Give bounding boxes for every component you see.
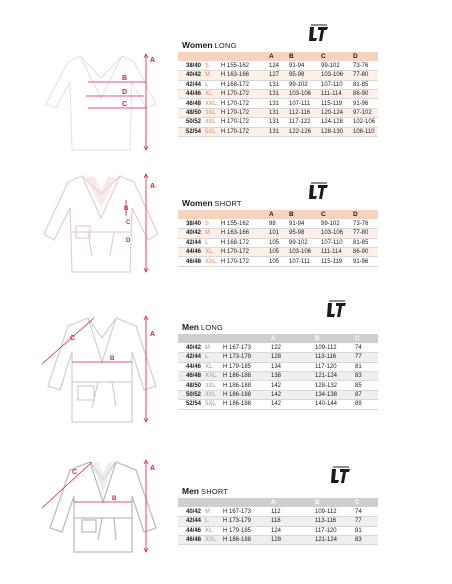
table-row: 52/54 5XL H 186-188 142 140-144 89 <box>178 400 378 409</box>
svg-text:A: A <box>150 183 156 190</box>
robe-diagram-men-short <box>28 448 168 572</box>
size-table-men-long <box>178 334 378 410</box>
table-row: 40/42 M H 167-173 112 109-112 74 <box>178 507 378 516</box>
brand-logo-icon <box>330 466 352 486</box>
svg-text:C: C <box>70 335 76 342</box>
svg-text:C: C <box>126 220 131 226</box>
robe-diagram-men-long <box>28 302 168 427</box>
svg-text:B: B <box>110 356 115 362</box>
section-title: Men LONG <box>182 322 224 332</box>
robe-diagram-women-short <box>28 160 168 285</box>
table-row: 50/52 4XL H 170-172 131 117-122 124-128 102-106 <box>178 118 378 127</box>
table-row: 44/46 XL H 170-172 131 103-106 111-114 86-90 <box>178 90 378 99</box>
svg-text:A: A <box>150 331 156 338</box>
svg-text:C: C <box>122 101 128 108</box>
table-row: 42/44 L H 173-179 128 113-116 77 <box>178 353 378 362</box>
size-table-women-long <box>178 52 378 137</box>
table-row: 40/42 M H 167-173 122 109-112 74 <box>178 343 378 352</box>
svg-text:D: D <box>126 238 131 244</box>
table-row: 46/48 XXL H 186-188 138 121-124 83 <box>178 372 378 381</box>
svg-text:D: D <box>122 89 128 96</box>
svg-text:C: C <box>72 469 78 476</box>
section-women-short <box>0 160 452 290</box>
table-header-row: A B C <box>178 498 378 507</box>
table-row: 50/52 4XL H 186-188 142 134-138 87 <box>178 390 378 399</box>
size-table-women-short <box>178 210 378 267</box>
section-men-short <box>0 444 452 584</box>
section-title: Men SHORT <box>182 486 229 496</box>
table-row: 40/42 M H 163-166 101 95-98 103-106 77-80 <box>178 229 378 238</box>
svg-text:A: A <box>150 465 156 472</box>
svg-text:B: B <box>122 75 128 82</box>
robe-diagram-women-long <box>28 38 168 158</box>
table-header-row: A B C <box>178 334 378 343</box>
section-title: Women LONG <box>182 40 237 50</box>
table-row: 48/50 3XL H 170-172 131 112-116 120-124 97-102 <box>178 108 378 117</box>
table-row: 42/44 L H 168-172 105 99-102 107-110 81-85 <box>178 238 378 247</box>
label-a: A <box>150 57 156 64</box>
table-header-row: A B C D <box>178 52 378 61</box>
brand-logo-icon <box>308 182 330 202</box>
table-row: 40/42 M H 163-166 127 95-98 103-106 77-80 <box>178 71 378 80</box>
table-row: 38/40 S H 155-162 124 91-94 99-102 73-76 <box>178 61 378 70</box>
table-row: 44/46 XL H 179-185 134 117-120 81 <box>178 362 378 371</box>
svg-text:B: B <box>124 206 129 212</box>
brand-logo-icon <box>326 300 348 320</box>
table-row: 52/54 5XL H 170-172 131 122-126 128-130 106-110 <box>178 127 378 136</box>
table-row: 38/40 S H 155-162 98 91-94 99-102 73-76 <box>178 219 378 228</box>
table-row: 42/44 L H 173-179 118 113-116 77 <box>178 517 378 526</box>
table-row: 46/48 XXL H 170-172 131 107-111 115-119 91-96 <box>178 99 378 108</box>
brand-logo-icon <box>308 24 330 44</box>
section-women-long <box>0 0 452 150</box>
svg-text:B: B <box>112 496 117 502</box>
size-table-men-short <box>178 498 378 545</box>
section-title: Women SHORT <box>182 198 242 208</box>
section-men-long <box>0 298 452 433</box>
table-row: 46/48 XXL H 170-172 105 107-111 115-119 91-96 <box>178 257 378 266</box>
table-row: 44/46 XL H 179-185 124 117-120 81 <box>178 526 378 535</box>
table-header-row: A B C D <box>178 210 378 219</box>
table-row: 42/44 L H 168-172 131 99-102 107-110 81-85 <box>178 80 378 89</box>
table-row: 46/48 XXL H 186-188 128 121-124 83 <box>178 536 378 545</box>
table-row: 48/50 3XL H 186-188 142 128-132 85 <box>178 381 378 390</box>
table-row: 44/46 XL H 170-172 105 103-106 111-114 86-90 <box>178 248 378 257</box>
